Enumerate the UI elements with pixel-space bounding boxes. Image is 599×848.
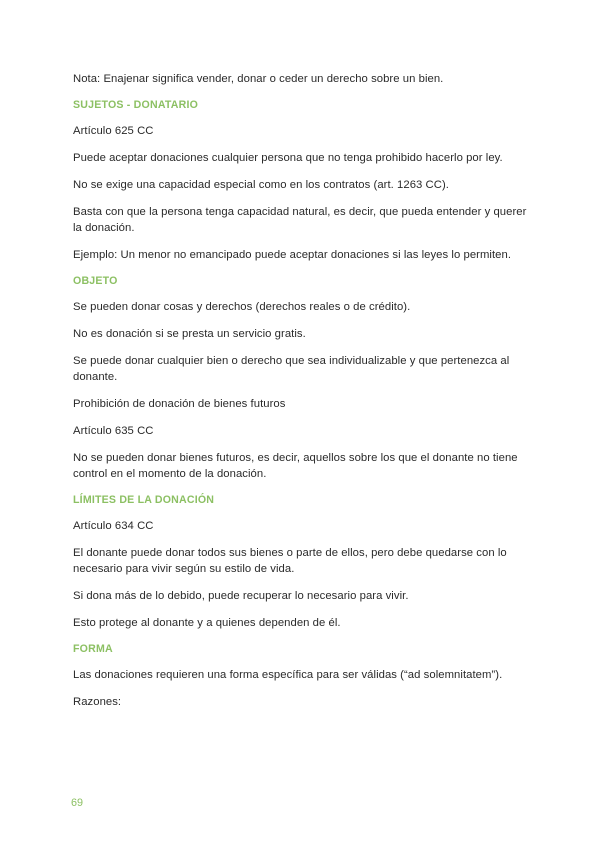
paragraph-ejemplo: Ejemplo: Un menor no emancipado puede aceptar donaciones si las leyes lo permiten.	[73, 249, 512, 261]
paragraph-razones: Razones:	[73, 696, 122, 708]
paragraph-no-es: No es donación si se presta un servicio gratis.	[73, 328, 306, 340]
page-content	[73, 71, 533, 721]
heading-forma: FORMA	[73, 643, 113, 655]
heading-objeto: OBJETO	[73, 275, 118, 287]
paragraph-las-donaciones: Las donaciones requieren una forma específica para ser válidas (“ad solemnitatem”).	[73, 669, 503, 681]
article-reference-625: Artículo 625 CC	[73, 125, 154, 137]
paragraph-esto: Esto protege al donante y a quienes dependen de él.	[73, 617, 341, 629]
paragraph-nota: Nota: Enajenar significa vender, donar o ceder un derecho sobre un bien.	[73, 73, 444, 85]
paragraph-prohibicion: Prohibición de donación de bienes futuros	[73, 398, 286, 410]
article-reference-635: Artículo 635 CC	[73, 425, 154, 437]
paragraph-puede-aceptar: Puede aceptar donaciones cualquier persona que no tenga prohibido hacerlo por ley.	[73, 152, 503, 164]
article-reference-634: Artículo 634 CC	[73, 520, 154, 532]
page-number: 69	[71, 797, 84, 809]
paragraph-el-donante: El donante puede donar todos sus bienes o parte de ellos, pero debe quedarse con lo necesario para vivir según su estilo de vida.	[73, 547, 507, 575]
heading-limites: LÍMITES DE LA DONACIÓN	[73, 494, 215, 506]
heading-sujetos-donatario: SUJETOS - DONATARIO	[73, 99, 199, 111]
paragraph-basta: Basta con que la persona tenga capacidad natural, es decir, que pueda entender y querer la donación.	[73, 206, 527, 234]
paragraph-si-dona: Si dona más de lo debido, puede recuperar lo necesario para vivir.	[73, 590, 409, 602]
paragraph-se-pueden: Se pueden donar cosas y derechos (derechos reales o de crédito).	[73, 301, 411, 313]
paragraph-no-se-pueden: No se pueden donar bienes futuros, es decir, aquellos sobre los que el donante no tiene control en el momento de la donación.	[73, 452, 518, 480]
paragraph-se-puede: Se puede donar cualquier bien o derecho que sea individualizable y que pertenezca al donante.	[73, 355, 510, 383]
paragraph-no-exige: No se exige una capacidad especial como en los contratos (art. 1263 CC).	[73, 179, 449, 191]
